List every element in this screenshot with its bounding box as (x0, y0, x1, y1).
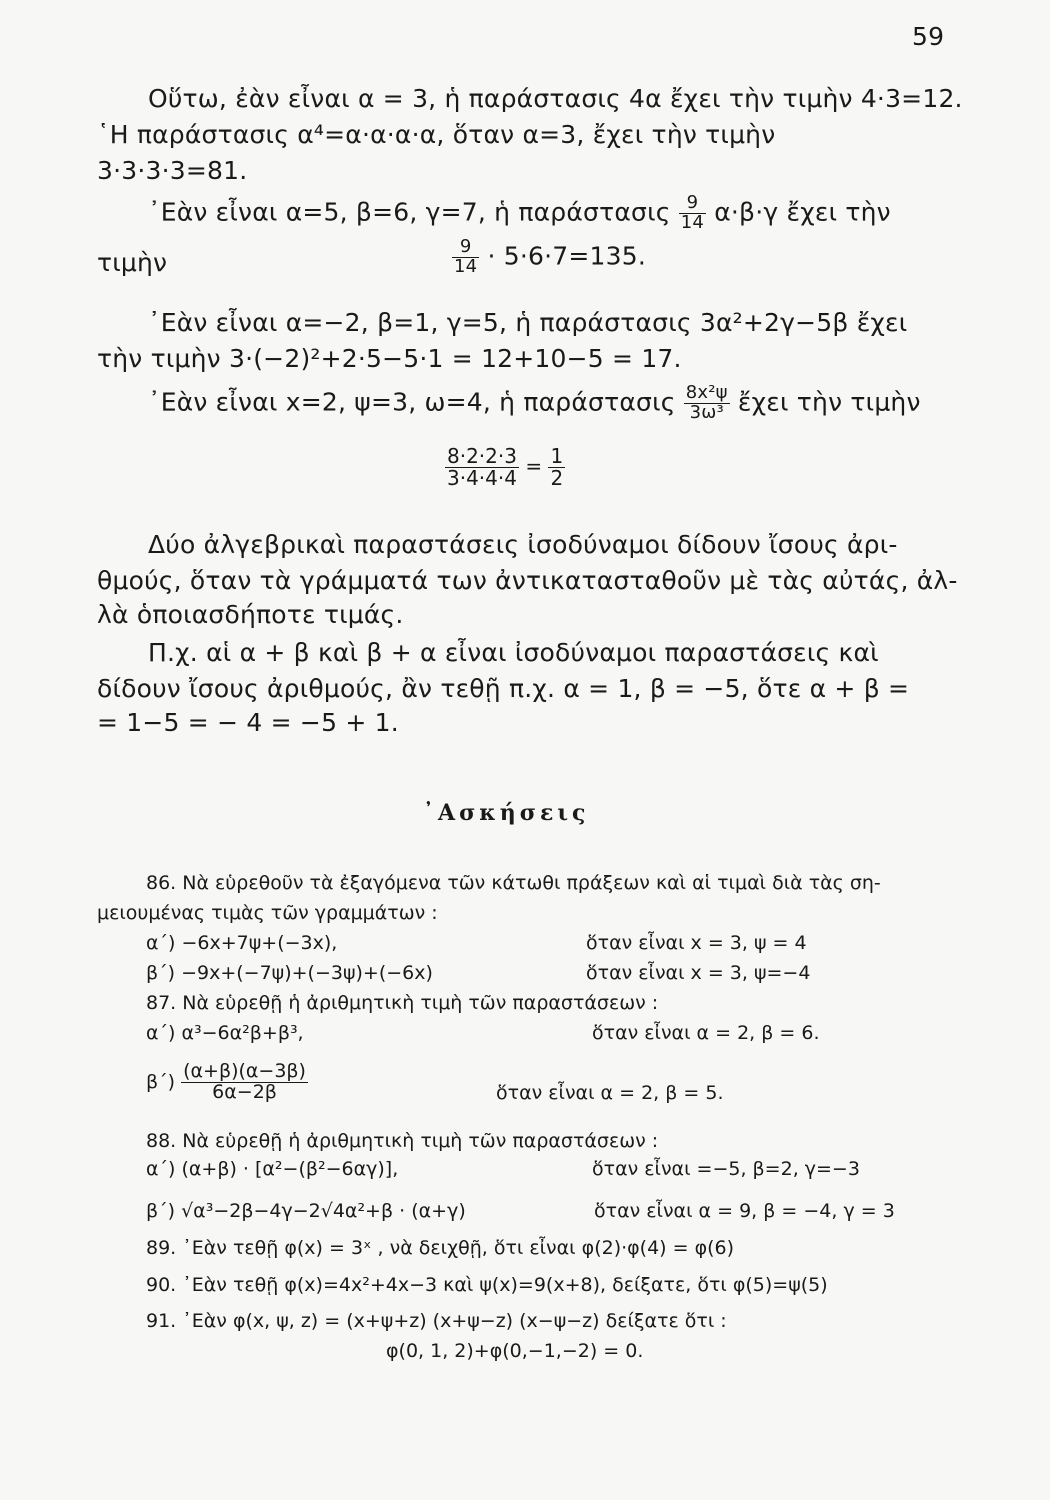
fraction-9-14-b (452, 238, 479, 277)
exercise-90: 90. ᾿Εὰν τεθῇ φ(x)=4x²+4x−3 καὶ ψ(x)=9(x+8), δείξατε, ὅτι φ(5)=ψ(5) (146, 1274, 828, 1296)
fraction-denominator: 3ω³ (689, 401, 724, 423)
fraction-result (548, 446, 565, 489)
text-line-10: Δύο ἀλγεβρικαὶ παραστάσεις ἰσοδύναμοι δίδουν ἴσους ἀρι- (148, 530, 898, 559)
exercise-87-b (146, 1062, 308, 1103)
exercise-86-b-condition: ὅταν εἶναι x = 3, ψ=−4 (586, 962, 811, 984)
fraction-numerator: (α+β)(α−3β) (183, 1060, 306, 1082)
text-line-4-end: α·β·γ ἔχει τὴν (714, 197, 891, 227)
exercise-87-b-condition: ὅταν εἶναι α = 2, β = 5. (496, 1082, 724, 1104)
text-line-5-label: τιμὴν (97, 248, 168, 277)
fraction-numerator: 9 (452, 238, 479, 258)
fraction-denominator: 14 (680, 211, 705, 233)
text-line-8-end: ἔχει τὴν τιμὴν (737, 387, 921, 417)
text-line-5-end: · 5·6·7=135. (487, 241, 646, 271)
exercise-87-b-fraction (181, 1062, 308, 1103)
page-number: 59 (912, 22, 945, 51)
fraction-denominator: 2 (550, 466, 564, 490)
exercise-86-line-1: 86. Νὰ εὑρεθοῦν τὰ ἐξαγόμενα τῶν κάτωθι πράξεων καὶ αἱ τιμαὶ διὰ τὰς ση- (146, 872, 881, 894)
exercise-88-b-expression: β΄) √α³−2β−4γ−2√4α²+β · (α+γ) (146, 1200, 466, 1222)
exercise-86-b-expression: β΄) −9x+(−7ψ)+(−3ψ)+(−6x) (146, 962, 433, 984)
text-line-14: δίδουν ἴσους ἀριθμούς, ἂν τεθῇ π.χ. α = 1, β = −5, ὅτε α + β = (97, 674, 910, 703)
exercise-87-line: 87. Νὰ εὑρεθῇ ἡ ἀριθμητικὴ τιμὴ τῶν παραστάσεων : (146, 992, 659, 1014)
text-line-5 (452, 238, 646, 277)
exercise-88-line: 88. Νὰ εὑρεθῇ ἡ ἀριθμητικὴ τιμὴ τῶν παραστάσεων : (146, 1130, 659, 1152)
exercise-86-a-condition: ὅταν εἶναι x = 3, ψ = 4 (586, 932, 807, 954)
text-line-4 (148, 194, 891, 233)
exercise-87-a-condition: ὅταν εἶναι α = 2, β = 6. (592, 1022, 820, 1044)
text-line-2: ῾Η παράστασις α⁴=α·α·α·α, ὅταν α=3, ἔχει τὴν τιμὴν (97, 120, 776, 149)
exercise-87-a-expression: α΄) α³−6α²β+β³, (146, 1022, 304, 1044)
exercise-88-b-condition: ὅταν εἶναι α = 9, β = −4, γ = 3 (594, 1200, 895, 1222)
exercise-88-a-condition: ὅταν εἶναι =−5, β=2, γ=−3 (592, 1158, 860, 1180)
exercise-88-a-expression: α΄) (α+β) · [α²−(β²−6αγ)], (146, 1158, 399, 1180)
fraction-computation (445, 446, 519, 489)
text-line-11: θμούς, ὅταν τὰ γράμματά των ἀντικατασταθοῦν μὲ τὰς αὐτάς, ἀλ- (97, 566, 958, 595)
text-line-8 (148, 384, 921, 423)
fraction-denominator: 3·4·4·4 (447, 466, 517, 490)
fraction-denominator: 14 (454, 255, 478, 277)
text-line-8-start: ᾿Εὰν εἶναι x=2, ψ=3, ω=4, ἡ παράστασις (148, 387, 676, 417)
text-line-12: λὰ ὁποιασδήποτε τιμάς. (97, 600, 404, 629)
text-line-6: ᾿Εὰν εἶναι α=−2, β=1, γ=5, ἡ παράστασις 3α²+2γ−5β ἔχει (148, 308, 908, 337)
exercise-86-line-2: μειουμένας τιμὰς τῶν γραμμάτων : (97, 902, 438, 924)
exercise-91-line-1: 91. ᾿Εὰν φ(x, ψ, z) = (x+ψ+z) (x+ψ−z) (x−ψ−z) δείξατε ὅτι : (146, 1310, 727, 1332)
text-line-15: = 1−5 = − 4 = −5 + 1. (97, 708, 399, 737)
fraction-numerator: 9 (679, 194, 706, 214)
text-line-1: Οὕτω, ἐὰν εἶναι α = 3, ἡ παράστασις 4α ἔχει τὴν τιμὴν 4·3=12. (148, 84, 963, 113)
text-line-7: τὴν τιμὴν 3·(−2)²+2·5−5·1 = 12+10−5 = 17. (97, 344, 682, 373)
exercise-87-b-label: β΄) (146, 1070, 176, 1093)
fraction-numerator: 8·2·2·3 (447, 444, 517, 468)
equals-sign: = (525, 454, 543, 478)
exercises-heading: ᾿Ασκήσεις (423, 800, 590, 826)
fraction-numerator: 8x²ψ (685, 382, 728, 403)
fraction-9-14 (679, 194, 706, 233)
text-line-3: 3·3·3·3=81. (97, 156, 248, 185)
text-line-4-start: ᾿Εὰν εἶναι α=5, β=6, γ=7, ἡ παράστασις (148, 197, 671, 227)
fraction-denominator: 6α−2β (212, 1080, 277, 1103)
text-line-13: Π.χ. αἱ α + β καὶ β + α εἶναι ἰσοδύναμοι παραστάσεις καὶ (148, 638, 879, 667)
exercise-89: 89. ᾿Εὰν τεθῇ φ(x) = 3ˣ , νὰ δειχθῇ, ὅτι εἶναι φ(2)·φ(4) = φ(6) (146, 1237, 735, 1259)
exercise-86-a-expression: α΄) −6x+7ψ+(−3x), (146, 932, 338, 954)
fraction-8x2psi (684, 384, 730, 423)
exercise-91-line-2: φ(0, 1, 2)+φ(0,−1,−2) = 0. (386, 1340, 644, 1362)
fraction-numerator: 1 (550, 444, 564, 468)
text-line-9 (445, 446, 565, 489)
